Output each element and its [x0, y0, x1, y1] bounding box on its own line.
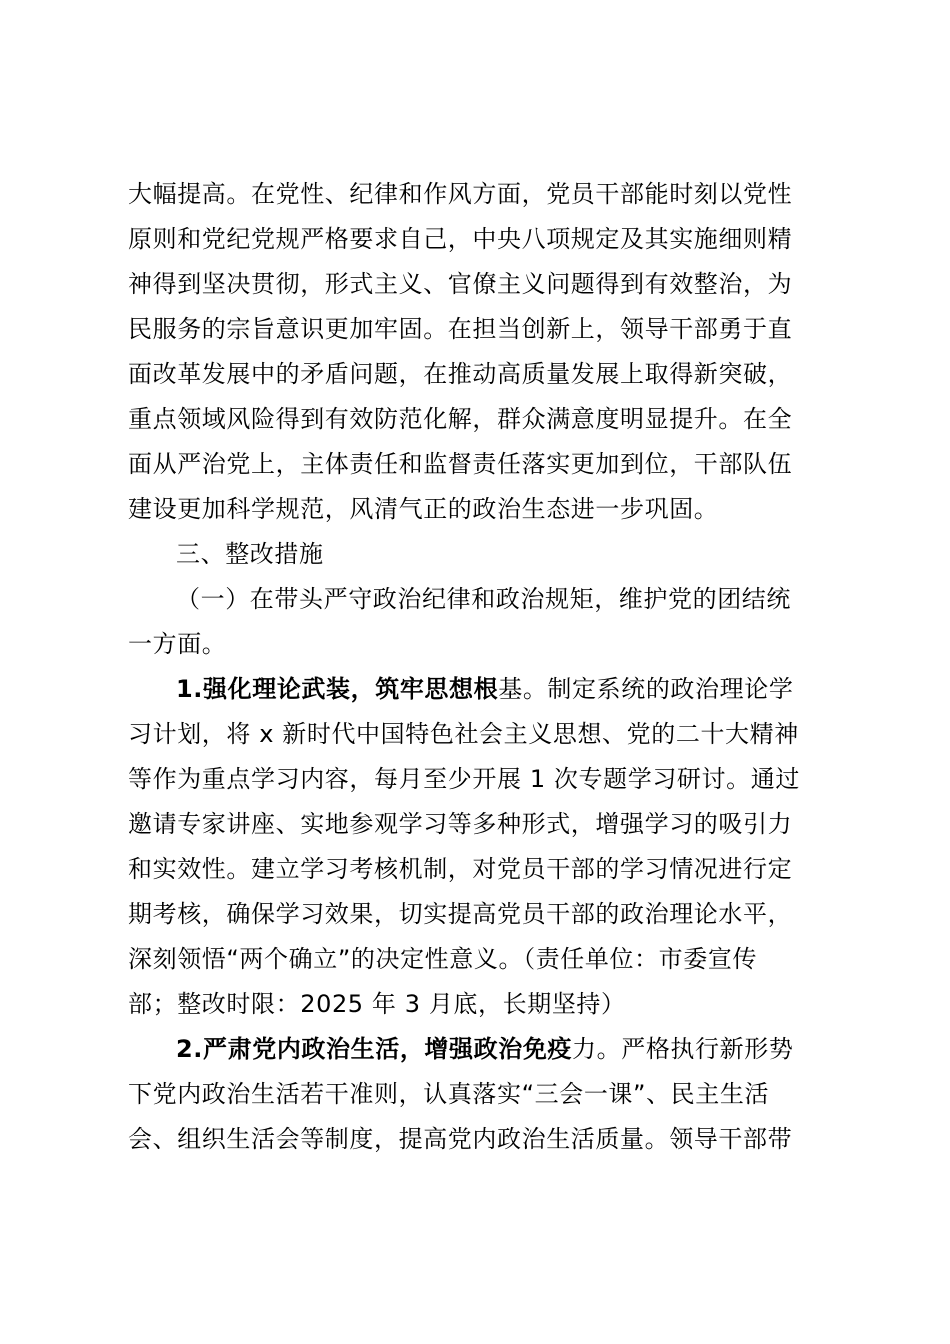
paragraph-line: 邀请专家讲座、实地参观学习等多种形式，增强学习的吸引力 [128, 810, 793, 838]
paragraph-line: 原则和党纪党规严格要求自己，中央八项规定及其实施细则精 [128, 225, 793, 253]
item-2-heading: 2.严肃党内政治生活，增强政治免疫 [176, 1035, 573, 1063]
paragraph-line: 重点领域风险得到有效防范化解，群众满意度明显提升。在全 [128, 405, 793, 433]
paragraph-line: 建设更加科学规范，风清气正的政治生态进一步巩固。 [128, 495, 719, 523]
paragraph-line: 神得到坚决贯彻，形式主义、官僚主义问题得到有效整治，为 [128, 270, 793, 298]
paragraph-line: 大幅提高。在党性、纪律和作风方面，党员干部能时刻以党性 [128, 180, 793, 208]
section-heading: 三、整改措施 [176, 540, 324, 568]
paragraph-line: 习计划，将 x 新时代中国特色社会主义思想、党的二十大精神 [128, 720, 799, 748]
paragraph-line: 等作为重点学习内容，每月至少开展 1 次专题学习研讨。通过 [128, 765, 800, 793]
paragraph-line: 部；整改时限：2025 年 3 月底，长期坚持） [128, 990, 626, 1018]
subsection-heading-line: （一）在带头严守政治纪律和政治规矩，维护党的团结统 [176, 585, 791, 613]
item-1-heading: 1.强化理论武装，筑牢思想根 [176, 675, 499, 703]
paragraph-line: 会、组织生活会等制度，提高党内政治生活质量。领导干部带 [128, 1125, 793, 1153]
paragraph-line: 下党内政治生活若干准则，认真落实“三会一课”、民主生活 [128, 1080, 770, 1108]
paragraph-line: 面改革发展中的矛盾问题，在推动高质量发展上取得新突破， [128, 360, 793, 388]
paragraph-line: 民服务的宗旨意识更加牢固。在担当创新上，领导干部勇于直 [128, 315, 793, 343]
item-1-first-line [176, 672, 876, 706]
paragraph-line: 和实效性。建立学习考核机制，对党员干部的学习情况进行定 [128, 855, 793, 883]
item-1-heading-rest: 基。制定系统的政治理论学 [498, 675, 794, 703]
item-2-first-line [176, 1032, 876, 1066]
subsection-heading-line: 一方面。 [128, 630, 227, 658]
paragraph-line: 面从严治党上，主体责任和监督责任落实更加到位，干部队伍 [128, 450, 793, 478]
paragraph-line: 深刻领悟“两个确立”的决定性意义。（责任单位：市委宣传 [128, 945, 758, 973]
item-2-heading-rest: 力。严格执行新形势 [572, 1035, 794, 1063]
paragraph-line: 期考核，确保学习效果，切实提高党员干部的政治理论水平， [128, 900, 793, 928]
